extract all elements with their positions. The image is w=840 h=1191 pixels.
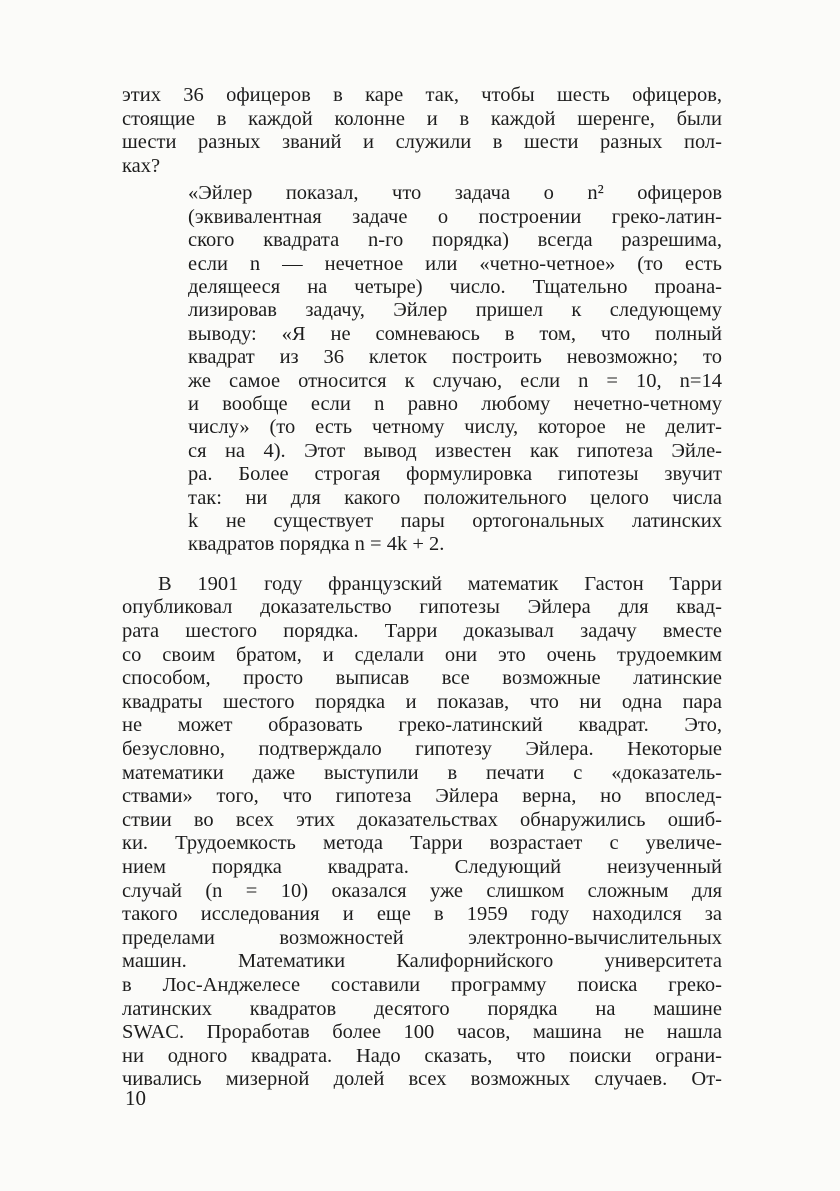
text-line: такого исследования и еще в 1959 году находился за bbox=[122, 903, 722, 926]
text-line: этих 36 офицеров в каре так, чтобы шесть офицеров, bbox=[122, 84, 722, 106]
text-line: опубликовал доказательство гипотезы Эйлера для квад- bbox=[122, 596, 722, 619]
text-line: ра. Более строгая формулировка гипотезы звучит bbox=[188, 463, 722, 486]
text-line: если n — нечетное или «четно-четное» (то есть bbox=[188, 252, 722, 275]
text-line: шести разных званий и служили в шести разных пол- bbox=[122, 131, 722, 154]
text-line: квадрат из 36 клеток построить невозможно; то bbox=[188, 346, 722, 369]
text-line: ствами» того, что гипотеза Эйлера верна, но впослед- bbox=[122, 785, 722, 808]
text-line: пределами возможностей электронно-вычислительных bbox=[122, 926, 722, 949]
text-line: ского квадрата n-го порядка) всегда разрешима, bbox=[188, 229, 722, 252]
text-line: так: ни для какого положительного целого числа bbox=[188, 486, 722, 509]
text-line: ки. Трудоемкость метода Тарри возрастает с увеличе- bbox=[122, 832, 722, 855]
text-line: выводу: «Я не сомневаюсь в том, что полный bbox=[188, 322, 722, 345]
text-line: квадраты шестого порядка и показав, что ни одна пара bbox=[122, 690, 722, 713]
text-line: рата шестого порядка. Тарри доказывал задачу вместе bbox=[122, 620, 722, 643]
text-line: стоящие в каждой колонне и в каждой шеренге, были bbox=[122, 107, 722, 130]
text-line: безусловно, подтверждало гипотезу Эйлера. Некоторые bbox=[122, 738, 722, 761]
text-line: машин. Математики Калифорнийского университета bbox=[122, 950, 722, 973]
text-line: ствии во всех этих доказательствах обнаружились ошиб- bbox=[122, 808, 722, 831]
text-line: чивались мизерной долей всех возможных случаев. От- bbox=[122, 1068, 722, 1091]
text-line: k не существует пары ортогональных латинских bbox=[188, 510, 722, 533]
text-line: В 1901 году французский математик Гастон Тарри bbox=[158, 572, 722, 595]
text-line: случай (n = 10) оказался уже слишком сложным для bbox=[122, 879, 722, 902]
page-number: 10 bbox=[125, 1086, 146, 1110]
text-line: (эквивалентная задаче о построении греко-латин- bbox=[188, 205, 722, 228]
text-line: нием порядка квадрата. Следующий неизученный bbox=[122, 856, 722, 878]
text-line: латинских квадратов десятого порядка на машине bbox=[122, 997, 722, 1020]
text-line: способом, просто выписав все возможные латинские bbox=[122, 667, 722, 690]
paragraph-2 bbox=[122, 573, 722, 1092]
text-line: квадратов порядка n = 4k + 2. bbox=[188, 533, 445, 556]
text-line: и вообще если n равно любому нечетно-четному bbox=[188, 393, 722, 416]
text-line: со своим братом, и сделали они это очень трудоемким bbox=[122, 643, 722, 666]
text-line: делящееся на четыре) число. Тщательно проана- bbox=[188, 276, 722, 298]
text-line: SWAC. Проработав более 100 часов, машина не нашла bbox=[122, 1021, 722, 1044]
quote-block bbox=[188, 182, 722, 557]
text-line: ся на 4). Этот вывод известен как гипотеза Эйле- bbox=[188, 439, 722, 462]
text-line: в Лос-Анджелесе составили программу поиска греко- bbox=[122, 973, 722, 996]
text-line: числу» (то есть четному числу, которое не делит- bbox=[188, 416, 722, 439]
text-line: же самое относится к случаю, если n = 10, n=14 bbox=[188, 369, 722, 392]
text-line: не может образовать греко-латинский квадрат. Это, bbox=[122, 714, 722, 737]
text-line: математики даже выступили в печати с «доказатель- bbox=[122, 761, 722, 784]
page-body bbox=[122, 84, 722, 1092]
paragraph-1 bbox=[122, 84, 722, 178]
text-line: ках? bbox=[122, 154, 161, 177]
text-line: ни одного квадрата. Надо сказать, что поиски ограни- bbox=[122, 1044, 722, 1067]
text-line: «Эйлер показал, что задача о n² офицеров bbox=[188, 182, 722, 205]
text-line: лизировав задачу, Эйлер пришел к следующему bbox=[188, 299, 722, 322]
